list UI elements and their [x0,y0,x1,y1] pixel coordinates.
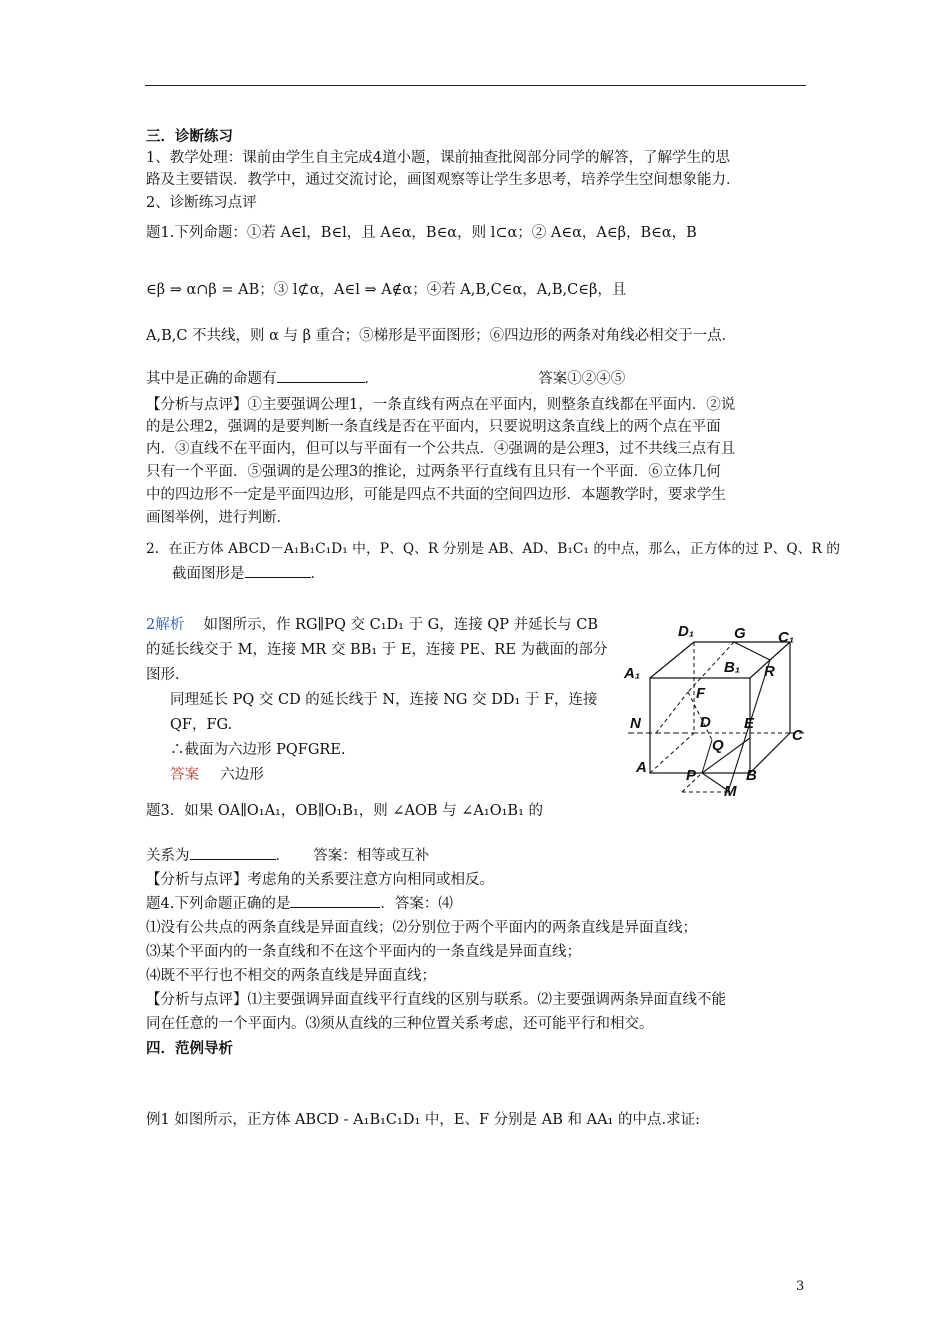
label-P: P [686,767,697,784]
question-2-prompt: 截面图形是 [172,566,245,582]
header-rule [145,85,806,86]
question-4-answer: ．答案：⑷ [380,896,453,912]
analysis-1f: 画图举例，进行判断． [146,510,291,526]
answer-value: 六边形 [220,767,264,783]
solution-2-line-e: QF，FG. [170,717,233,733]
label-C1: C₁ [778,629,795,646]
question-3-answer: 答案：相等或互补 [313,848,430,864]
solution-2-line-a [146,614,598,636]
label-G: G [734,625,746,642]
solution-2-text-a: 如图所示，作 RG∥PQ 交 C₁D₁ 于 G，连接 QP 并延长与 CB [203,617,598,633]
analysis-1c: 内．③直线不在平面内，但可以与平面有一个公共点．④强调的是公理3，过不共线三点有且 [146,441,736,457]
para-1b: 路及主要错误．教学中，通过交流讨论，画图观察等让学生多思考，培养学生空间想象能力． [146,172,741,188]
answer-label: 答案 [170,767,199,783]
label-N: N [630,715,641,732]
solution-2-line-b: 的延长线交于 M，连接 MR 交 BB₁ 于 E，连接 PE、RE 为截面的部分 [146,642,608,658]
question-1-line-b: ∈β ⇒ α∩β = AB；③ l⊄α，A∈l ⇒ A∉α；④若 A,B,C∈α，A,B,C∈β，且 [146,282,627,298]
question-3-line-a: 题3．如果 OA∥O₁A₁，OB∥O₁B₁，则 ∠AOB 与 ∠A₁O₁B₁ 的 [146,803,543,819]
example-1-line: 例1 如图所示，正方体 ABCD - A₁B₁C₁D₁ 中，E、F 分别是 AB 和 AA₁ 的中点.求证: [146,1112,700,1128]
question-2-line-b: 截面图形是 ． [172,563,325,585]
analysis-4a: 【分析与点评】⑴主要强调异面直线平行直线的区别与联系。⑵主要强调两条异面直线不能 [146,992,726,1008]
answer-blank [245,563,311,578]
label-A: A [636,759,647,776]
analysis-1a: 【分析与点评】①主要强调公理1，一条直线有两点在平面内，则整条直线都在平面内．②说 [146,397,736,413]
section-4-heading: 四．范例导析 [146,1040,233,1057]
solution-2-line-f: ∴截面为六边形 PQFGRE. [170,742,346,758]
question-4-option-4: ⑷既不平行也不相交的两条直线是异面直线； [146,968,436,984]
question-2-line-a: 2．在正方体 ABCD－A₁B₁C₁D₁ 中，P、Q、R 分别是 AB、AD、B₁C₁ 的中点，那么，正方体的过 P、Q、R 的 [146,541,841,557]
label-R: R [764,663,775,680]
label-F: F [696,685,706,702]
question-3-prompt: 关系为 [146,848,190,864]
page-number: 3 [796,1279,805,1294]
solution-2-line-d: 同理延长 PQ 交 CD 的延长线于 N，连接 NG 交 DD₁ 于 F，连接 [170,692,598,708]
question-4-line [146,893,453,915]
label-E: E [744,715,755,732]
question-4-option-1-2: ⑴没有公共点的两条直线是异面直线；⑵分别位于两个平面内的两条直线是异面直线； [146,920,697,936]
solution-2-line-c: 图形． [146,667,190,683]
question-1-answer-line: 其中是正确的命题有 ． 答案①②④⑤ [146,368,625,390]
question-1-line-a: 题1.下列命题：①若 A∈l，B∈l，且 A∈α，B∈α，则 l⊂α；② A∈α，A∈β，B∈α，B [146,225,697,241]
label-A1: A₁ [624,665,641,682]
label-B1: B₁ [724,659,741,676]
label-C: C [792,727,803,744]
para-2: 2、诊断练习点评 [146,195,257,211]
answer-blank [190,845,276,860]
question-1-answer: 答案①②④⑤ [538,371,626,387]
cube-figure [620,620,810,805]
question-4-prompt: 题4.下列命题正确的是 [146,896,291,912]
solution-2-label: 2解析 [146,617,185,633]
para-1a: 1、教学处理：课前由学生自主完成4道小题，课前抽查批阅部分同学的解答，了解学生的思 [146,150,730,166]
question-1-line-c: A,B,C 不共线，则 α 与 β 重合；⑤梯形是平面图形；⑥四边形的两条对角线必相交于一点． [146,328,737,344]
analysis-1e: 中的四边形不一定是平面四边形，可能是四点不共面的空间四边形．本题教学时，要求学生 [146,487,726,503]
label-D1: D₁ [678,623,695,640]
section-3-heading: 三．诊断练习 [146,128,233,145]
label-D: D [700,714,711,731]
answer-blank [277,368,365,383]
solution-2-answer [170,764,264,786]
analysis-1b: 的是公理2，强调的是要判断一条直线是否在平面内，只要说明这条直线上的两个点在平面 [146,419,721,435]
question-1-prompt: 其中是正确的命题有 [146,371,277,387]
question-3-line-b: 关系为 ． 答案：相等或互补 [146,845,429,867]
label-Q: Q [712,737,724,754]
analysis-4b: 同在任意的一个平面内。⑶须从直线的三种位置关系考虑，还可能平行和相交。 [146,1016,654,1032]
question-4-option-3: ⑶某个平面内的一条直线和不在这个平面内的一条直线是异面直线； [146,944,581,960]
label-B: B [746,767,757,784]
analysis-3: 【分析与点评】考虑角的关系要注意方向相同或相反。 [146,872,494,888]
label-M: M [724,783,737,800]
analysis-1d: 只有一个平面．⑤强调的是公理3的推论，过两条平行直线有且只有一个平面．⑥立体几何 [146,464,721,480]
answer-blank [290,893,380,908]
